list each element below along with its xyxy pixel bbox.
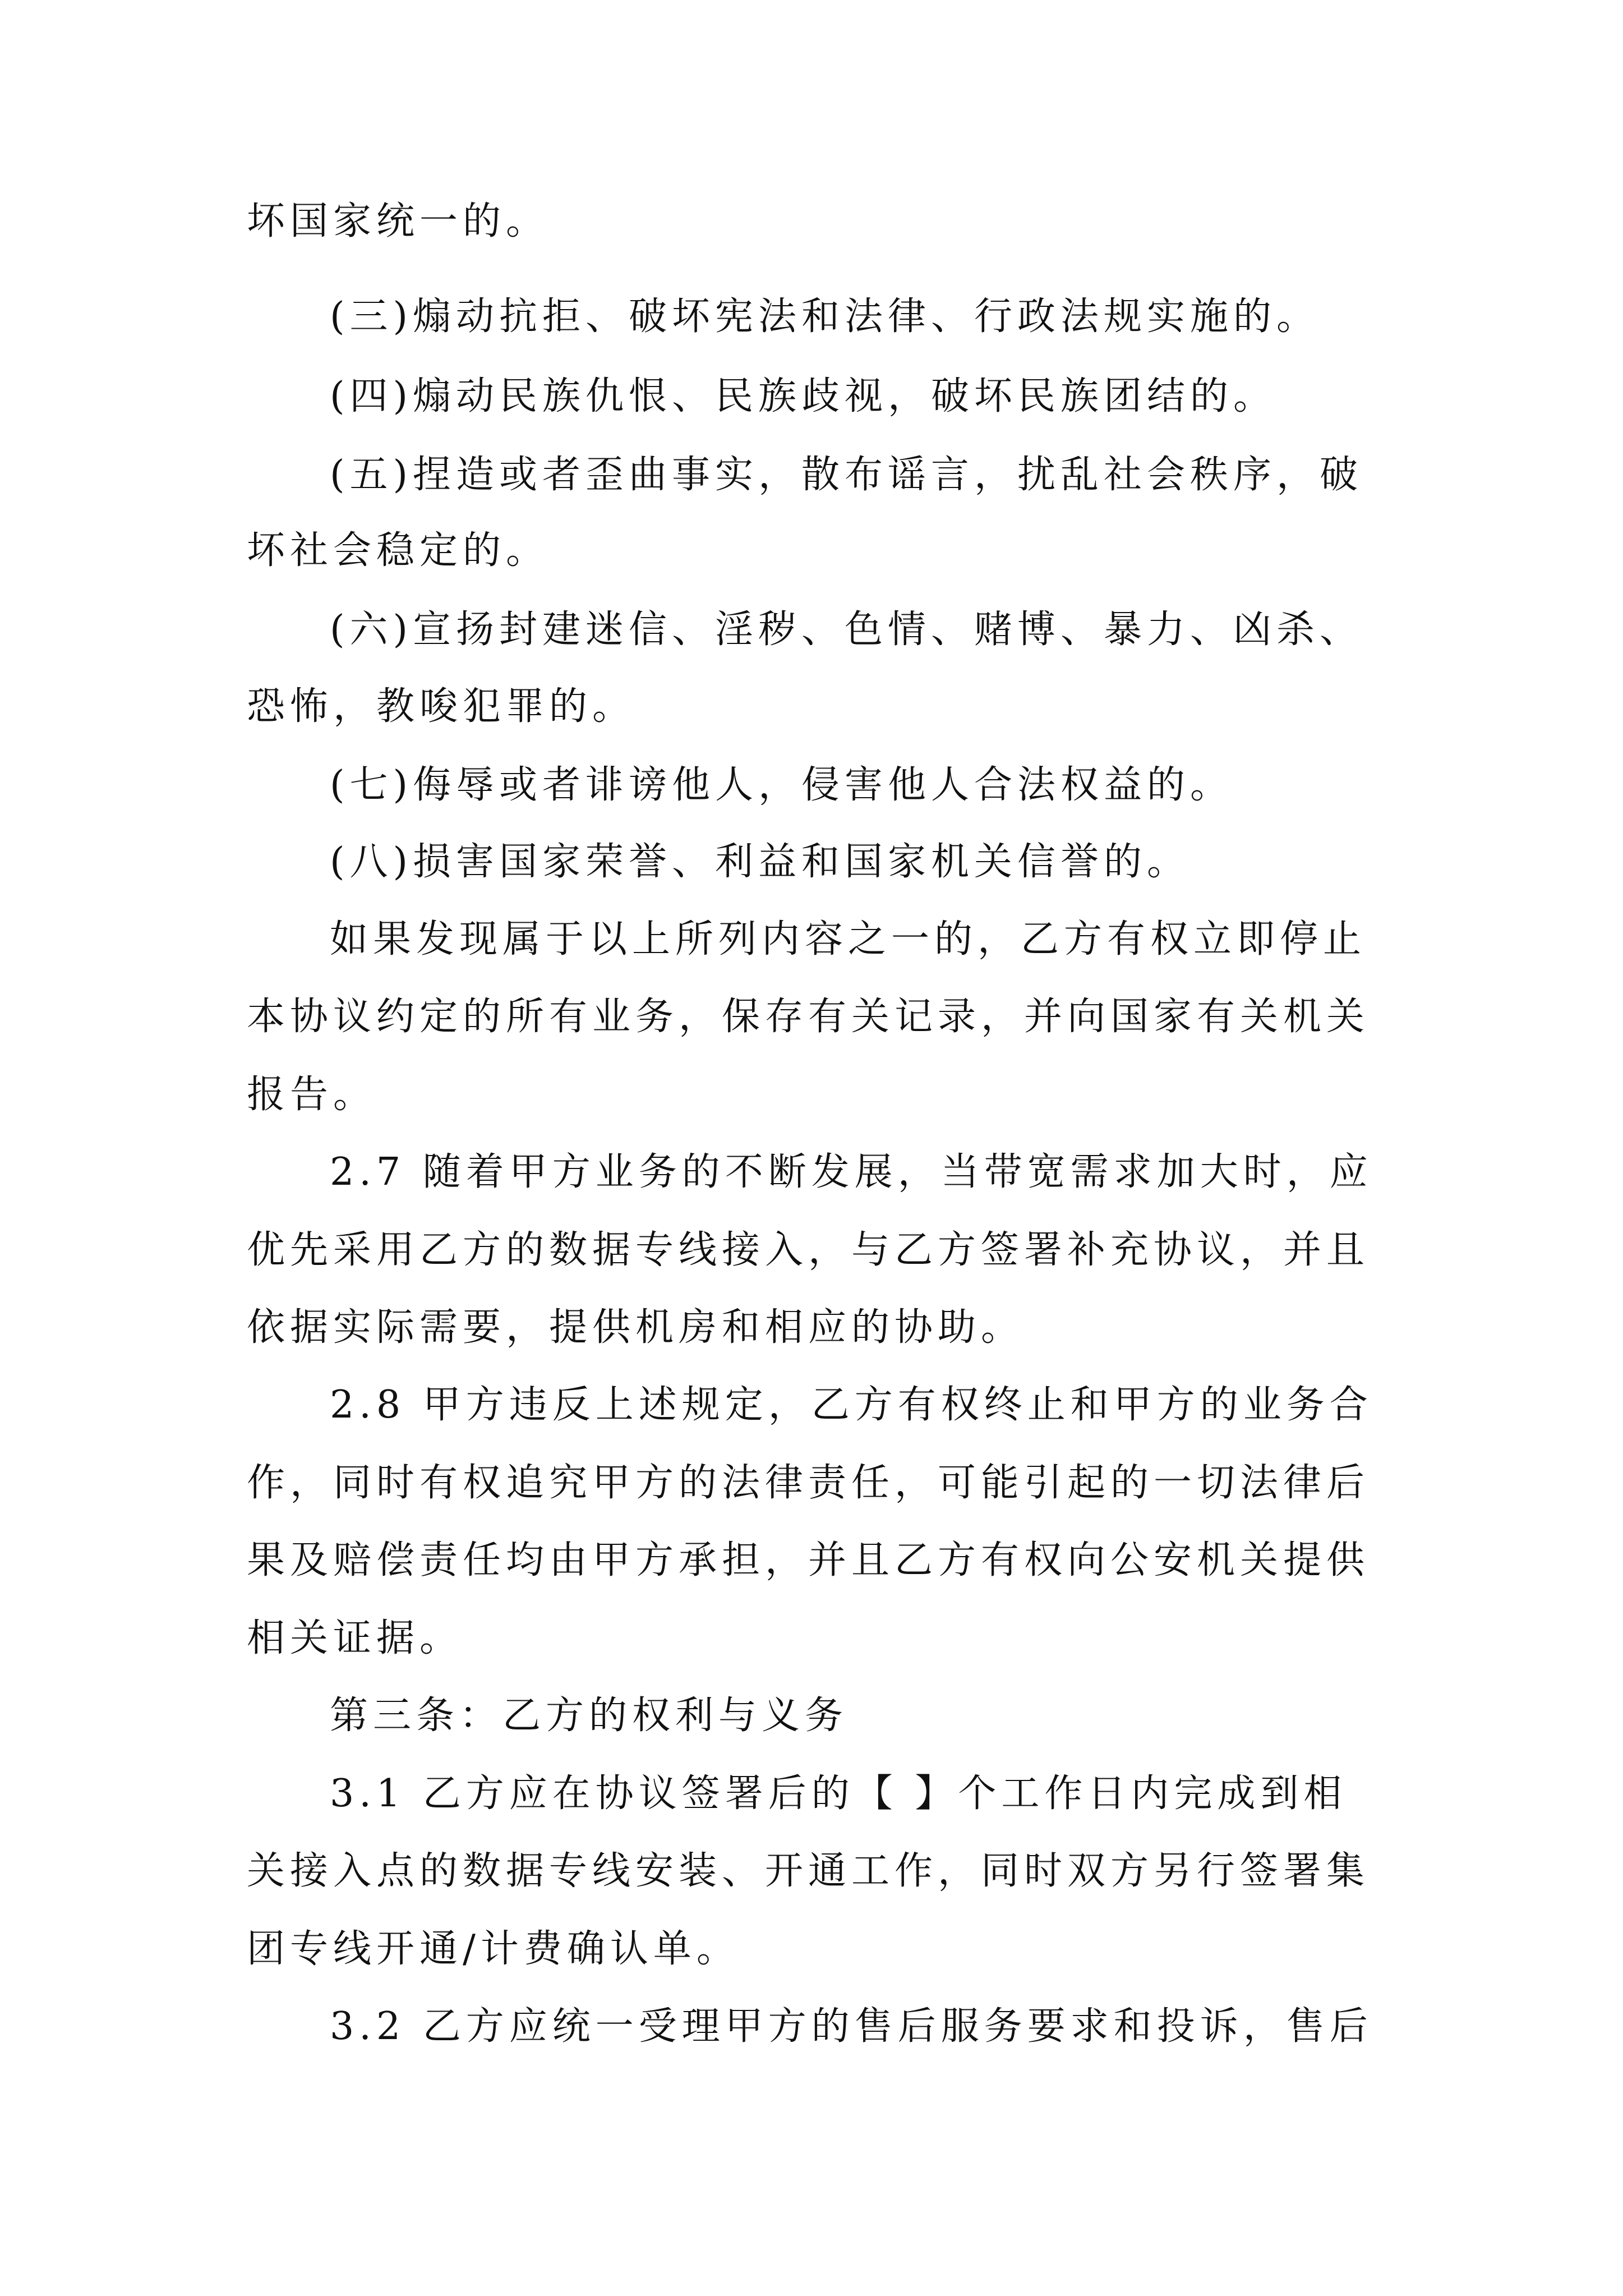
section-heading: 第三条：乙方的权利与义务 [330, 1694, 849, 1738]
text-line: (四)煽动民族仇恨、民族歧视，破坏民族团结的。 [330, 374, 1277, 418]
text-line: 恐怖，教唆犯罪的。 [247, 684, 636, 729]
text-line: (三)煽动抗拒、破坏宪法和法律、行政法规实施的。 [330, 295, 1320, 339]
text-line: 团专线开通/计费确认单。 [247, 1927, 740, 1971]
text-line: (六)宣扬封建迷信、淫秽、色情、赌博、暴力、凶杀、 [330, 608, 1363, 652]
text-line: (八)损害国家荣誉、利益和国家机关信誉的。 [330, 840, 1191, 884]
text-line: 如果发现属于以上所列内容之一的，乙方有权立即停止 [330, 917, 1367, 961]
text-line: 相关证据。 [247, 1616, 463, 1660]
text-line: 优先采用乙方的数据专线接入，与乙方签署补充协议，并且 [247, 1228, 1370, 1272]
text-line: 关接入点的数据专线安装、开通工作，同时双方另行签署集 [247, 1849, 1370, 1893]
text-line: 3.2 乙方应统一受理甲方的售后服务要求和投诉，售后 [330, 2004, 1373, 2049]
text-line: 果及赔偿责任均由甲方承担，并且乙方有权向公安机关提供 [247, 1538, 1370, 1582]
text-line: 报告。 [247, 1073, 377, 1117]
text-line: 依据实际需要，提供机房和相应的协助。 [247, 1305, 1025, 1350]
text-line: 2.8 甲方违反上述规定，乙方有权终止和甲方的业务合 [330, 1383, 1373, 1427]
text-line: 本协议约定的所有业务，保存有关记录，并向国家有关机关 [247, 995, 1370, 1039]
text-line: (七)侮辱或者诽谤他人，侵害他人合法权益的。 [330, 763, 1234, 807]
text-line: (五)捏造或者歪曲事实，散布谣言，扰乱社会秩序，破 [330, 453, 1363, 497]
text-line: 作，同时有权追究甲方的法律责任，可能引起的一切法律后 [247, 1461, 1370, 1505]
text-line: 2.7 随着甲方业务的不断发展，当带宽需求加大时，应 [330, 1150, 1373, 1194]
text-line: 坏国家统一的。 [247, 199, 550, 243]
text-line: 3.1 乙方应在协议签署后的【 】个工作日内完成到相 [330, 1772, 1347, 1816]
text-line: 坏社会稳定的。 [247, 528, 550, 573]
